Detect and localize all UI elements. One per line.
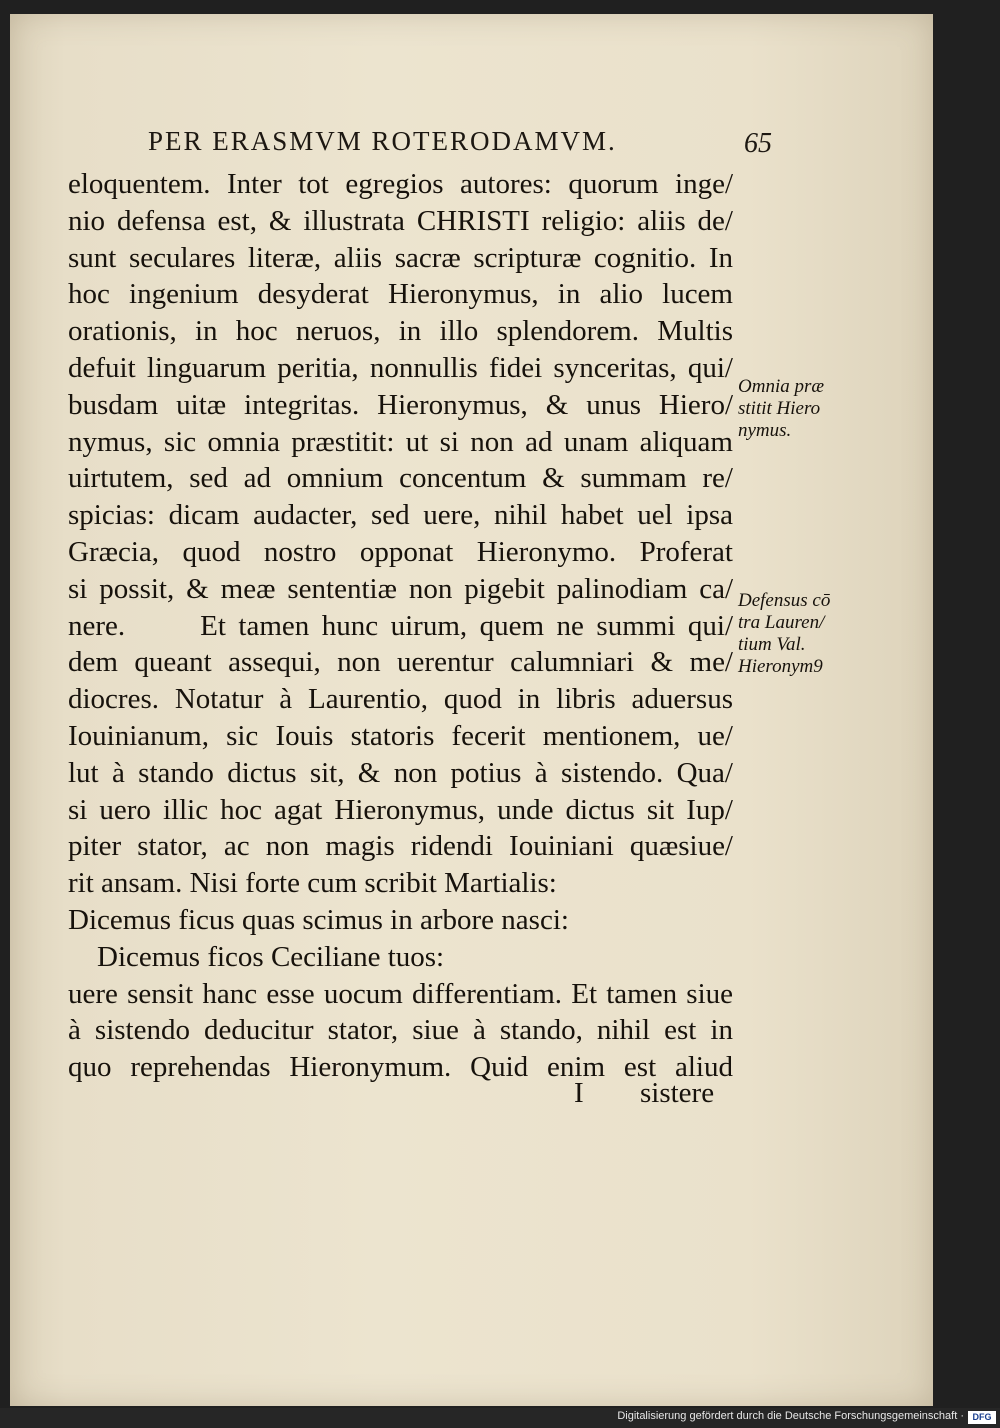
verse-line: Dicemus ficos Ceciliane tuos:	[68, 940, 445, 973]
signature-mark: I	[574, 1077, 584, 1109]
footer-bar	[0, 1408, 1000, 1428]
marginal-note-line: tra Lauren/	[738, 612, 825, 633]
funding-notice: Digitalisierung gefördert durch die Deutsche Forschungsgemeinschaft ·	[617, 1410, 964, 1422]
dfg-logo: DFG	[968, 1411, 996, 1424]
catchword: sistere	[640, 1077, 715, 1109]
text-line: sunt seculares literæ, aliis sacræ scripturæ cognitio. In	[68, 241, 733, 274]
text-line: orationis, in hoc neruos, in illo splendorem. Multis	[68, 315, 733, 348]
text-line: nere. Et tamen hunc uirum, quem ne summi qui/	[68, 609, 733, 642]
marginal-note-line: tium Val.	[738, 634, 806, 655]
text-line: Iouinianum, sic Iouis statoris fecerit mentionem, ue/	[68, 720, 733, 752]
text-line: nio defensa est, & illustrata CHRISTI religio: aliis de/	[68, 204, 733, 237]
marginal-note	[738, 590, 850, 678]
text-line: spicias: dicam audacter, sed uere, nihil habet uel ipsa	[68, 499, 733, 532]
text-line: si uero illic hoc agat Hieronymus, unde dictus sit Iup/	[68, 793, 733, 826]
marginal-note-line: Hieronym9	[738, 656, 823, 677]
text-line: defuit linguarum peritia, nonnullis fidei synceritas, qui/	[68, 352, 733, 384]
text-line: eloquentem. Inter tot egregios autores: quorum inge/	[68, 168, 733, 200]
text-line: lut à stando dictus sit, & non potius à sistendo. Qua/	[68, 756, 733, 789]
text-line: diocres. Notatur à Laurentio, quod in libris aduersus	[68, 683, 733, 716]
text-line: piter stator, ac non magis ridendi Iouiniani quæsiue/	[68, 830, 733, 863]
marginal-note-line: nymus.	[738, 420, 792, 441]
text-line: à sistendo deducitur stator, siue à stando, nihil est in	[68, 1014, 733, 1047]
verse-line: Dicemus ficus quas scimus in arbore nasci:	[68, 904, 569, 936]
text-line: uirtutem, sed ad omnium concentum & summam re/	[68, 462, 733, 495]
marginal-note	[738, 376, 850, 442]
text-line: rit ansam. Nisi forte cum scribit Martialis:	[68, 867, 557, 900]
text-line: nymus, sic omnia præstitit: ut si non ad unam aliquam	[68, 425, 733, 458]
text-line: hoc ingenium desyderat Hieronymus, in alio lucem	[68, 278, 733, 311]
page-number: 65	[744, 128, 772, 159]
running-head: PER ERASMVM ROTERODAMVM.	[148, 126, 617, 156]
text-line: Græcia, quod nostro opponat Hieronymo. Proferat	[68, 536, 733, 568]
book-page	[10, 14, 933, 1406]
marginal-note-line: stitit Hiero	[738, 398, 821, 419]
text-line: busdam uitæ integritas. Hieronymus, & unus Hiero/	[68, 388, 733, 421]
marginal-note-line: Defensus cō	[738, 590, 831, 611]
text-line: uere sensit hanc esse uocum differentiam. Et tamen siue	[68, 977, 733, 1010]
text-line: quo reprehendas Hieronymum. Quid enim est aliud	[68, 1051, 733, 1084]
marginal-note-line: Omnia præ	[738, 376, 825, 397]
text-line: dem queant assequi, non uerentur calumniari & me/	[68, 646, 733, 679]
text-line: si possit, & meæ sententiæ non pigebit palinodiam ca/	[68, 572, 733, 605]
